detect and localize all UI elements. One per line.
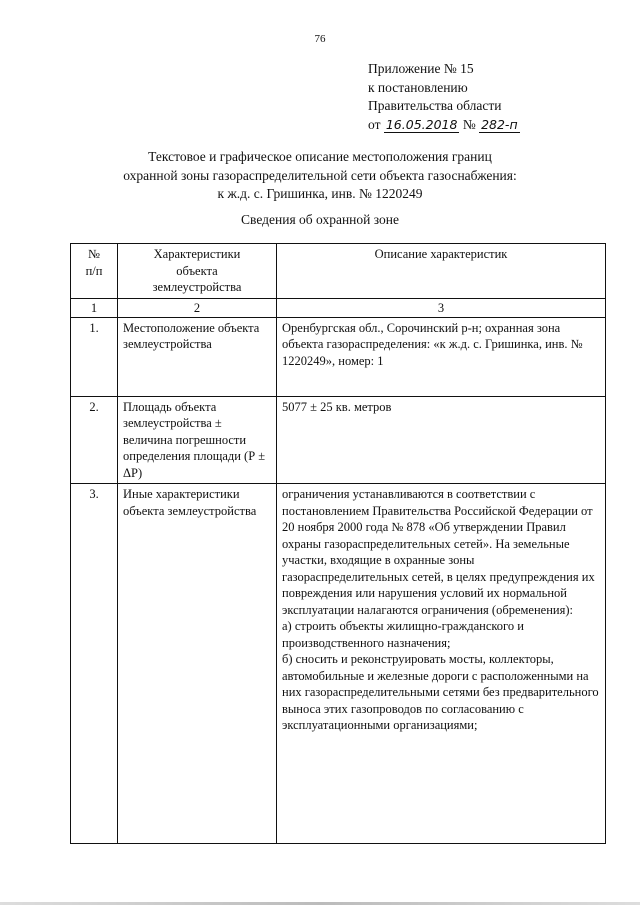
table-header-row [71,244,606,299]
row-characteristic: Площадь объекта землеустройства ± величина погрешности определения площади (Р ± ΔР) [118,396,277,484]
handwritten-number: 282-п [481,116,518,132]
column-number: 3 [277,298,606,317]
row-number: 2. [71,396,118,484]
column-number-row [71,298,606,317]
title-line-3: к ж.д. с. Гришинка, инв. № 1220249 [217,186,423,201]
header-characteristics: Характеристики объекта землеустройства [118,244,277,299]
appendix-government: Правительства области [368,98,502,113]
appendix-block [368,60,520,134]
appendix-to-resolution: к постановлению [368,79,468,95]
title-line-2: охранной зоны газораспределительной сети объекта газоснабжения: [123,167,517,183]
appendix-title: Приложение № 15 [368,61,474,76]
column-number: 1 [71,298,118,317]
row-description: Оренбургская обл., Сорочинский р-н; охранная зона объекта газораспределения: «к ж.д. с. Гришинка, инв. № 1220249», номер: 1 [277,317,606,396]
header-number: № п/п [71,244,118,299]
row-description: 5077 ± 25 кв. метров [277,396,606,484]
row-description: ограничения устанавливаются в соответствии с постановлением Правительства Российской Федерации от 20 ноября 2000 года № 878 «Об утверждении Правил охраны газораспределительных сетей». На земельные участки, входящие в охранные зоны газораспределительных сетей, в целях предупреждения их повреждения или нарушения условий их нормальной эксплуатации налагаются ограничения (обременения): а) строить объекты жилищно-гражданского и производственного назначения; б) сносить и реконструировать мосты, коллекторы, автомобильные и железные дороги с расположенными на них газораспределительными сетями без предварительного выноса этих газопроводов по согласованию с эксплуатационными организациями; [277,484,606,844]
title-line-1: Текстовое и графическое описание местоположения границ [148,149,492,164]
table-row [71,317,606,396]
document-title [60,148,580,204]
date-prefix: от [368,116,381,132]
table-row [71,396,606,484]
section-subtitle: Сведения об охранной зоне [241,212,399,227]
row-number: 1. [71,317,118,396]
handwritten-date: 16.05.2018 [385,116,458,132]
table-row [71,484,606,844]
row-characteristic: Местоположение объекта землеустройства [118,317,277,396]
appendix-date-line [368,116,520,135]
header-description: Описание характеристик [277,244,606,299]
page-number: 76 [314,33,326,45]
number-prefix: № [462,116,476,132]
row-number: 3. [71,484,118,844]
zone-info-table [70,243,606,844]
row-characteristic: Иные характеристики объекта землеустройства [118,484,277,844]
column-number: 2 [118,298,277,317]
